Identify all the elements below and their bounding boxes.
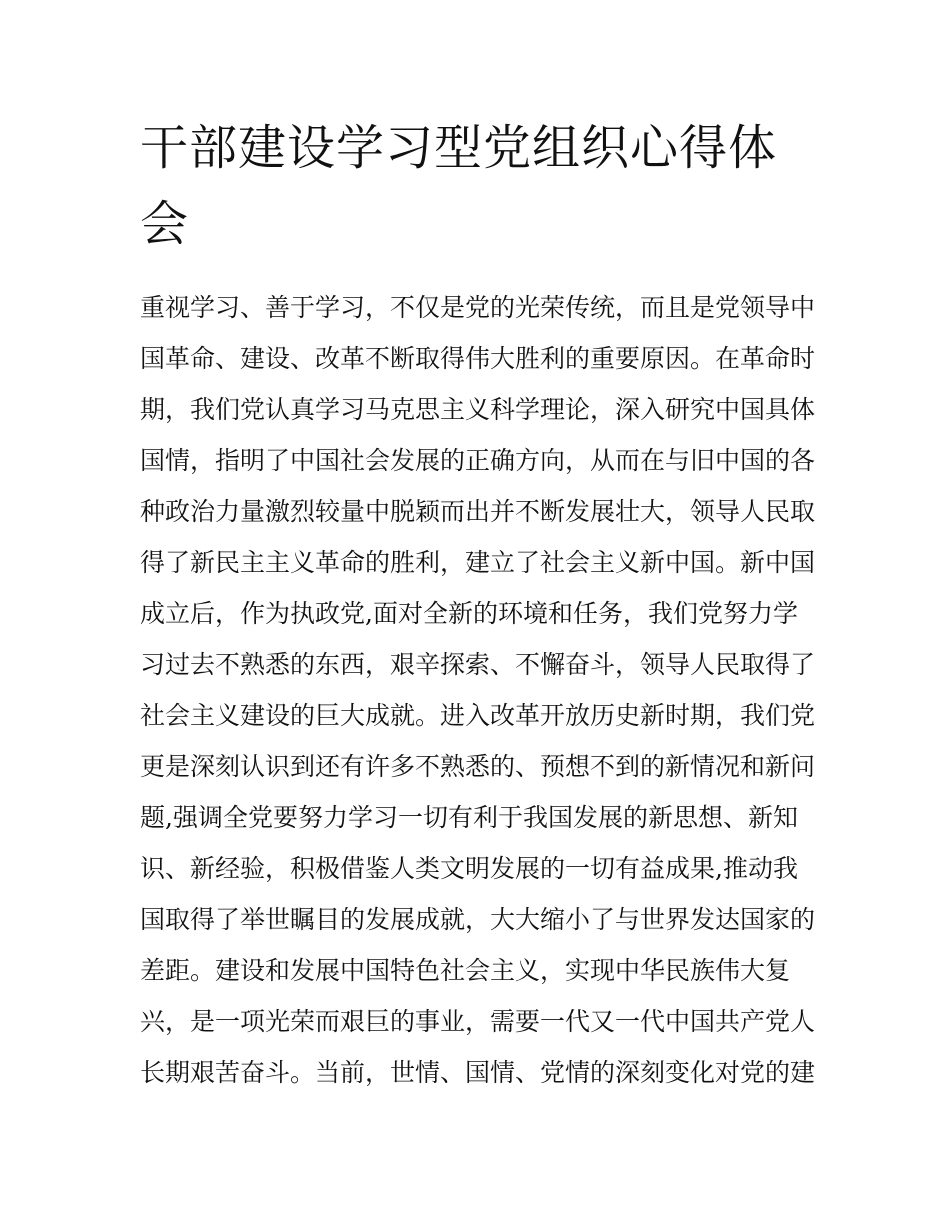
title-line: 会 <box>140 196 190 252</box>
body-line: 长期艰苦奋斗。当前，世情、国情、党情的深刻变化对党的建 <box>140 1058 816 1087</box>
body-line: 题,强调全党要努力学习一切有利于我国发展的新思想、新知 <box>140 803 798 832</box>
title-line: 干部建设学习型党组织心得体 <box>140 120 778 176</box>
body-line: 得了新民主主义革命的胜利，建立了社会主义新中国。新中国 <box>140 548 816 577</box>
body-line: 更是深刻认识到还有许多不熟悉的、预想不到的新情况和新问 <box>140 752 816 781</box>
body-line: 国取得了举世瞩目的发展成就，大大缩小了与世界发达国家的 <box>140 905 816 934</box>
body-line: 差距。建设和发展中国特色社会主义，实现中华民族伟大复 <box>140 956 791 985</box>
body-paragraph <box>140 282 820 1098</box>
body-line: 习过去不熟悉的东西，艰辛探索、不懈奋斗，领导人民取得了 <box>140 650 816 679</box>
body-line: 社会主义建设的巨大成就。进入改革开放历史新时期，我们党 <box>140 701 816 730</box>
body-line: 国革命、建设、改革不断取得伟大胜利的重要原因。在革命时 <box>140 344 816 373</box>
body-line: 种政治力量激烈较量中脱颖而出并不断发展壮大，领导人民取 <box>140 497 816 526</box>
body-line: 兴，是一项光荣而艰巨的事业，需要一代又一代中国共产党人 <box>140 1007 816 1036</box>
body-line: 成立后，作为执政党,面对全新的环境和任务，我们党努力学 <box>140 599 798 628</box>
body-line: 重视学习、善于学习，不仅是党的光荣传统，而且是党领导中 <box>140 293 816 322</box>
body-line: 国情，指明了中国社会发展的正确方向，从而在与旧中国的各 <box>140 446 816 475</box>
body-line: 识、新经验，积极借鉴人类文明发展的一切有益成果,推动我 <box>140 854 798 883</box>
document-title <box>140 110 820 262</box>
body-line: 期，我们党认真学习马克思主义科学理论，深入研究中国具体 <box>140 395 816 424</box>
